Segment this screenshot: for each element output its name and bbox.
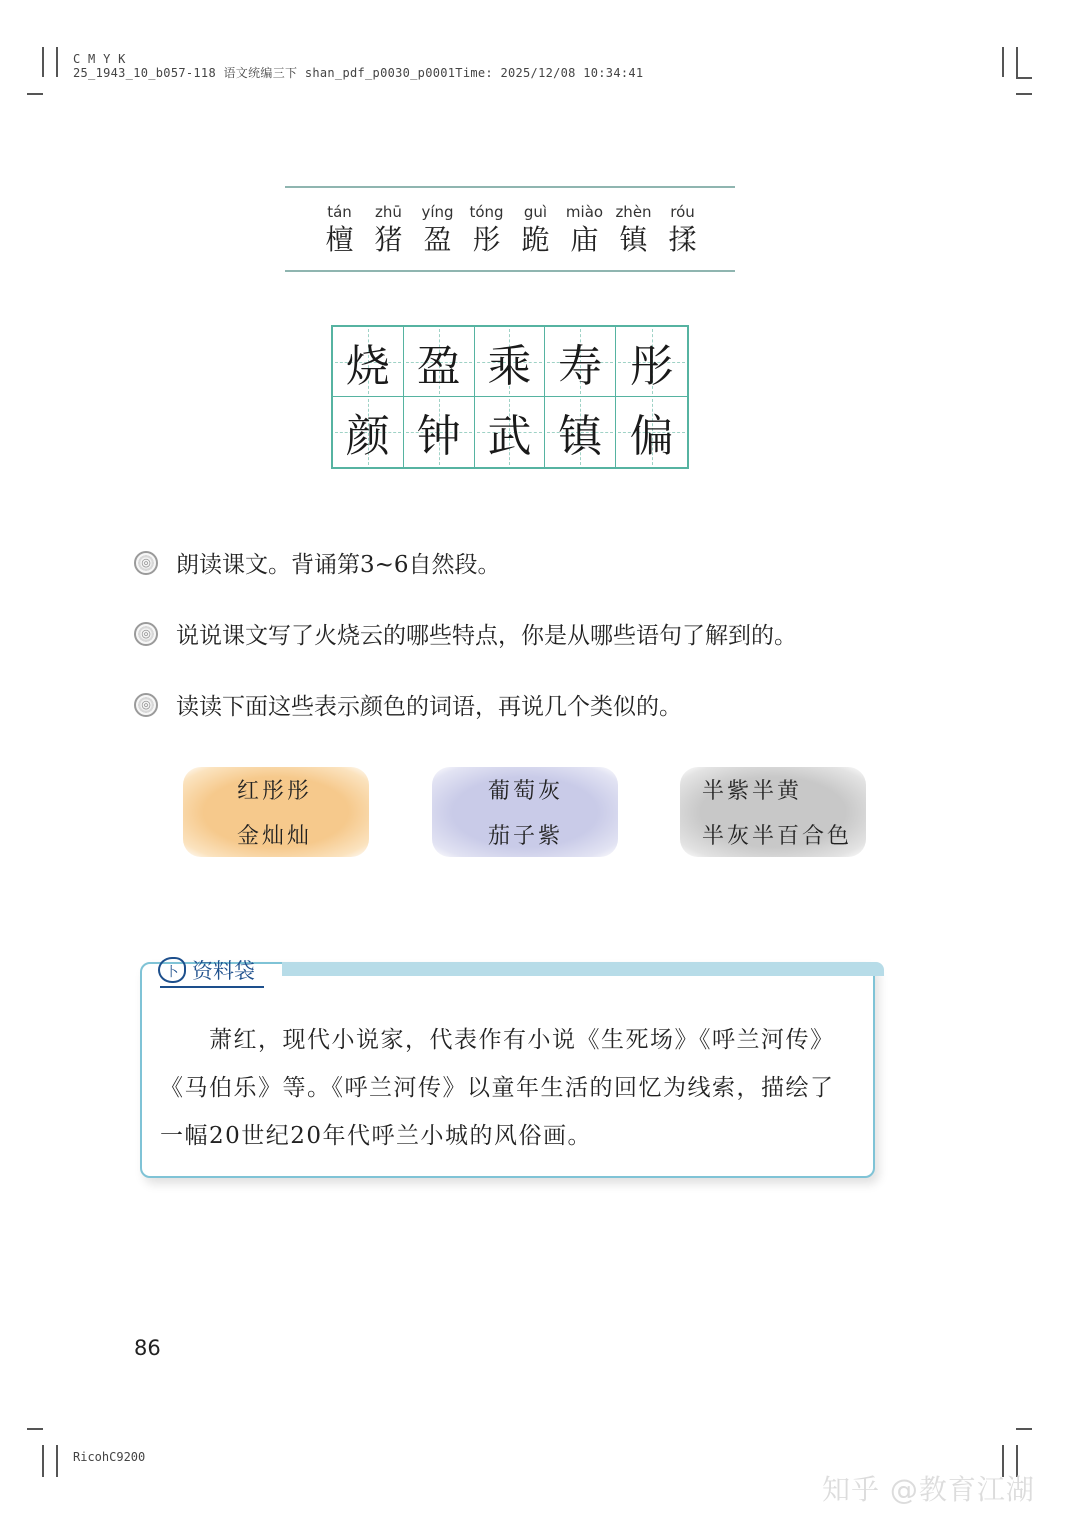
grid-cell <box>616 397 687 467</box>
vocab-char: 彤 <box>472 223 501 256</box>
crop-mark <box>27 1428 43 1430</box>
info-box-title <box>158 955 255 985</box>
exercise-text: 说说课文写了火烧云的哪些特点，你是从哪些语句了解到的。 <box>176 623 797 649</box>
vocab-item <box>511 202 560 258</box>
vocab-item <box>560 202 609 258</box>
vocab-pinyin: yíng <box>421 203 454 221</box>
vocab-item <box>413 202 462 258</box>
vocab-item <box>315 202 364 258</box>
exercise-bullet-icon: ◎ <box>134 622 158 646</box>
page-number: 86 <box>134 1336 161 1360</box>
color-word-card <box>432 767 618 857</box>
vocab-item <box>658 202 707 258</box>
grid-cell <box>333 327 404 397</box>
book-icon: 卜 <box>158 957 186 983</box>
grid-cell <box>545 397 616 467</box>
grid-char: 偏 <box>629 411 674 462</box>
color-word-card <box>183 767 369 857</box>
vocab-item <box>462 202 511 258</box>
vocab-char: 跪 <box>521 223 550 256</box>
info-line: 《马伯乐》等。《呼兰河传》以童年生活的回忆为线索，描绘了 <box>160 1075 835 1101</box>
crop-mark <box>42 1445 44 1477</box>
grid-char: 钟 <box>416 411 461 462</box>
vocab-char: 猪 <box>374 223 403 256</box>
vocab-pinyin: zhū <box>375 203 402 221</box>
grid-char: 颜 <box>345 411 390 462</box>
grid-char: 盈 <box>416 340 461 392</box>
watermark: 知乎 @教育江湖 <box>822 1473 1035 1506</box>
grid-char: 烧 <box>345 340 390 392</box>
color-word: 金灿灿 <box>237 824 313 849</box>
grid-char: 彤 <box>629 340 674 392</box>
color-word: 红彤彤 <box>237 779 313 804</box>
vocab-char: 揉 <box>668 223 697 256</box>
vocab-char: 檀 <box>325 223 354 256</box>
vocab-pinyin: tóng <box>469 203 504 221</box>
color-word: 半灰半百合色 <box>702 824 853 849</box>
vocab-char: 庙 <box>570 223 599 256</box>
grid-cell <box>616 327 687 397</box>
crop-mark <box>56 1445 58 1477</box>
grid-char: 乘 <box>487 340 532 392</box>
print-header-cmyk: C M Y K <box>73 52 126 66</box>
color-word: 半紫半黄 <box>702 779 803 804</box>
grid-cell <box>545 327 616 397</box>
color-word: 葡萄灰 <box>488 779 564 804</box>
exercise-text: 读读下面这些表示颜色的词语，再说几个类似的。 <box>176 694 682 720</box>
grid-cell <box>475 397 546 467</box>
exercise-item <box>134 546 501 579</box>
printer-label: RicohC9200 <box>73 1450 146 1464</box>
vocab-item <box>364 202 413 258</box>
info-line: 一幅20世纪20年代呼兰小城的风俗画。 <box>160 1123 593 1149</box>
vocab-pinyin: zhèn <box>615 203 652 221</box>
exercise-text: 朗读课文。背诵第3~6自然段。 <box>176 552 501 578</box>
exercise-bullet-icon: ◎ <box>134 693 158 717</box>
info-line: 萧红，现代小说家，代表作有小说《生死场》《呼兰河传》 <box>160 1027 835 1053</box>
info-box-title-text: 资料袋 <box>192 959 255 983</box>
grid-cell <box>475 327 546 397</box>
crop-mark <box>1016 77 1032 79</box>
crop-mark <box>27 93 43 95</box>
info-box-text <box>160 1016 862 1160</box>
crop-mark <box>1016 93 1032 95</box>
crop-mark <box>1002 47 1004 77</box>
vocab-pinyin: róu <box>670 203 695 221</box>
grid-cell <box>404 327 475 397</box>
vocab-char: 盈 <box>423 223 452 256</box>
color-word: 茄子紫 <box>488 824 564 849</box>
grid-cell <box>404 397 475 467</box>
vocab-char: 镇 <box>619 223 648 256</box>
exercise-item <box>134 688 682 721</box>
crop-mark <box>1016 1428 1032 1430</box>
crop-mark <box>56 47 58 77</box>
info-box-header-bar <box>282 962 884 976</box>
print-header-info: 25_1943_10_b057-118 语文统编三下 shan_pdf_p0030_p0001Time: 2025/12/08 10:34:41 <box>73 66 644 80</box>
grid-char: 寿 <box>558 340 603 392</box>
grid-char: 武 <box>487 411 532 462</box>
info-title-underline <box>160 986 264 988</box>
print-header <box>73 52 643 80</box>
writing-grid <box>331 325 689 469</box>
grid-char: 镇 <box>558 411 603 462</box>
vocab-pinyin-section <box>285 186 735 272</box>
crop-mark <box>1016 47 1018 77</box>
vocab-item <box>609 202 658 258</box>
vocab-pinyin: miào <box>565 203 604 221</box>
vocab-pinyin: tán <box>327 203 352 221</box>
vocab-pinyin: guì <box>523 203 548 221</box>
crop-mark <box>42 47 44 77</box>
exercise-bullet-icon: ◎ <box>134 551 158 575</box>
grid-cell <box>333 397 404 467</box>
exercise-item <box>134 617 797 650</box>
color-word-card <box>680 767 866 857</box>
